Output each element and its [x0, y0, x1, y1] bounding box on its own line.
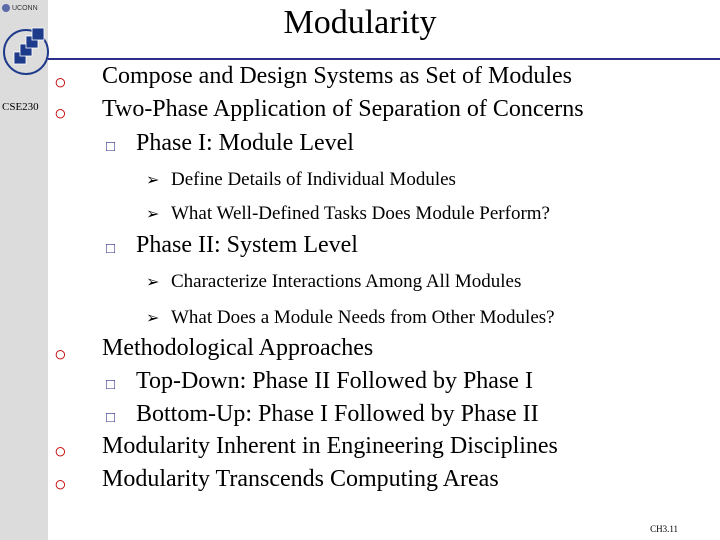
list-item: Modularity Transcends Computing Areas	[102, 466, 499, 492]
arrow-bullet-icon: ➢	[146, 310, 160, 327]
org-label: UCONN	[12, 4, 38, 12]
list-item: What Well-Defined Tasks Does Module Perform?	[171, 203, 550, 224]
list-item: Define Details of Individual Modules	[171, 169, 456, 190]
list-item: Two-Phase Application of Separation of Concerns	[102, 96, 584, 122]
course-code: CSE230	[2, 101, 39, 113]
list-item: Bottom-Up: Phase I Followed by Phase II	[136, 401, 539, 427]
title-divider	[48, 58, 720, 60]
bullet-icon: □	[106, 377, 116, 393]
slide-title: Modularity	[283, 4, 437, 41]
arrow-bullet-icon: ➢	[146, 172, 160, 189]
list-item: Phase II: System Level	[136, 232, 358, 258]
bullet-icon: □	[106, 410, 116, 426]
arrow-bullet-icon: ➢	[146, 206, 160, 223]
list-item: What Does a Module Needs from Other Modules?	[171, 307, 555, 328]
bullet-icon: ○	[54, 70, 67, 94]
list-item: Phase I: Module Level	[136, 130, 354, 156]
bullet-icon: ○	[54, 472, 67, 496]
bullet-icon: □	[106, 139, 116, 155]
arrow-bullet-icon: ➢	[146, 274, 160, 291]
slide-number: CH3.11	[650, 524, 678, 534]
list-item: Characterize Interactions Among All Modules	[171, 271, 522, 292]
list-item: Compose and Design Systems as Set of Modules	[102, 63, 572, 89]
list-item: Modularity Inherent in Engineering Disciplines	[102, 433, 558, 459]
bullet-icon: ○	[54, 439, 67, 463]
bullet-icon: ○	[54, 101, 67, 125]
list-item: Methodological Approaches	[102, 335, 374, 361]
bullet-icon: ○	[54, 342, 67, 366]
bullet-icon: □	[106, 241, 116, 257]
list-item: Top-Down: Phase II Followed by Phase I	[136, 368, 533, 394]
